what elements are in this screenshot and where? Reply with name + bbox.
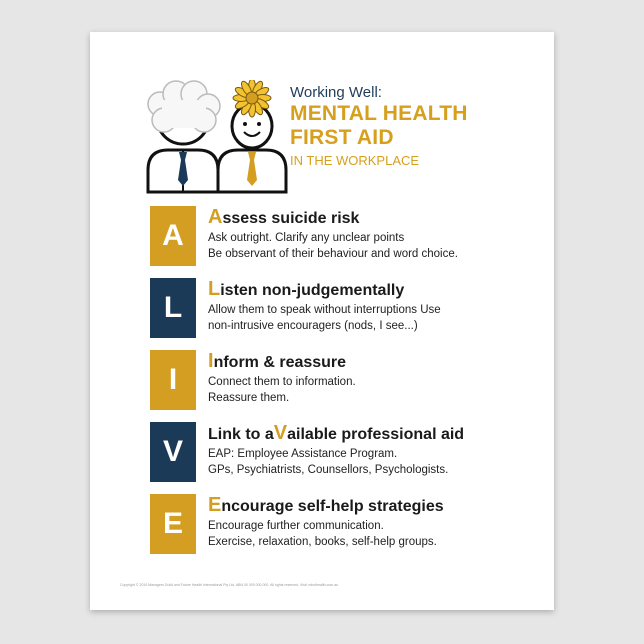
step-line: Encourage further communication.	[208, 520, 384, 532]
step-line: non-intrusive encouragers (nods, I see...)	[208, 320, 418, 332]
heading-accent-letter: I	[208, 350, 214, 372]
step-heading	[208, 206, 548, 230]
subtitle: Working Well:	[290, 84, 382, 101]
step-heading	[208, 350, 548, 374]
step-encourage	[150, 494, 550, 564]
step-line: EAP: Employee Assistance Program.	[208, 448, 398, 460]
step-heading	[208, 422, 548, 446]
heading-text: ncourage self-help strategies	[221, 498, 444, 515]
header	[290, 84, 540, 170]
letter-box-e: E	[150, 494, 196, 554]
letter-box-a: A	[150, 206, 196, 266]
letter-box-v: V	[150, 422, 196, 482]
letter-box-i: I	[150, 350, 196, 410]
step-heading	[208, 278, 548, 302]
poster	[90, 32, 554, 610]
heading-accent-letter: L	[208, 278, 221, 300]
step-assess	[150, 206, 550, 276]
step-inform	[150, 350, 550, 420]
heading-accent-letter: E	[208, 494, 222, 516]
heading-text: ailable professional aid	[287, 426, 465, 443]
workers-icon	[138, 80, 288, 220]
step-listen	[150, 278, 550, 348]
heading-accent-letter: A	[208, 206, 223, 228]
step-line: Exercise, relaxation, books, self-help groups.	[208, 536, 437, 548]
heading-text-before: Link to a	[208, 426, 274, 443]
step-line: Be observant of their behaviour and word choice.	[208, 248, 458, 260]
copyright-text: Copyright © 2019 Managers Guild and Future Health International Pty Ltd. ABN 00 000 000 000. All rights reserved. Visit: mindhealth.com.au	[120, 583, 339, 587]
step-line: Allow them to speak without interruptions Use	[208, 304, 441, 316]
step-line: Ask outright. Clarify any unclear points	[208, 232, 405, 244]
letter-box-l: L	[150, 278, 196, 338]
cloud-head-worker-icon	[148, 81, 220, 192]
heading-text: nform & reassure	[213, 354, 347, 371]
title-line-1: MENTAL HEALTH	[290, 102, 468, 125]
two-workers-illustration	[138, 80, 288, 220]
heading-text: ssess suicide risk	[222, 210, 360, 227]
flower-head-worker-icon	[218, 80, 286, 192]
heading-text: isten non-judgementally	[220, 282, 405, 299]
step-link	[150, 422, 550, 492]
step-line: Reassure them.	[208, 392, 290, 404]
step-line: Connect them to information.	[208, 376, 356, 388]
step-heading	[208, 494, 548, 518]
tagline: IN THE WORKPLACE	[290, 153, 420, 168]
title-line-2: FIRST AID	[290, 126, 394, 149]
step-line: GPs, Psychiatrists, Counsellors, Psychologists.	[208, 464, 449, 476]
heading-accent-letter: V	[273, 422, 288, 444]
